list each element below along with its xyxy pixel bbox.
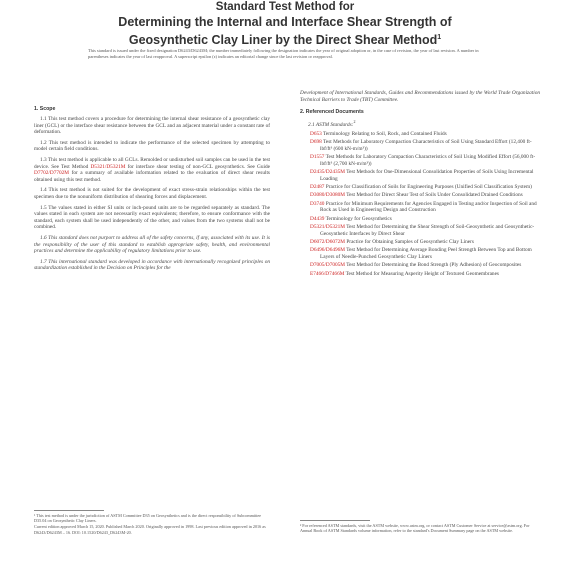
- reference-code-link[interactable]: D698: [310, 138, 322, 145]
- scope-1-7: 1.7 This international standard was developed in accordance with internationally recognized principles on standardization established in the Decision on Principles for the: [34, 258, 270, 272]
- title-footnote-mark: 1: [437, 34, 442, 41]
- reference-item: [310, 247, 540, 260]
- scope-heading: 1. Scope: [34, 106, 56, 112]
- astm-standards-subhead: [308, 119, 540, 128]
- reference-title: Test Methods for One-Dimensional Consolidation Properties of Soils Using Incremental Loading: [320, 168, 534, 182]
- reference-code-link[interactable]: D6496/D6496M: [310, 247, 346, 254]
- scope-1-6: 1.6 This standard does not purport to address all of the safety concerns, if any, associated with its use. It is the responsibility of the user of this standard to establish appropriate safety, health, and environmental practices and determine the applicability of regulatory limitations prior to use.: [34, 234, 270, 255]
- scope-1-3: [34, 157, 270, 183]
- reference-code-link[interactable]: D653: [310, 130, 322, 137]
- footnote-2: ² For referenced ASTM standards, visit the ASTM website, www.astm.org, or contact ASTM Customer Service at service@astm.org. For Annual Book of ASTM Standards volume information, refer to the standard's Document Summary page on the ASTM website.: [300, 523, 530, 534]
- footnote-1: ¹ This test method is under the jurisdiction of ASTM Committee D35 on Geosynthetics and is the direct responsibility of Subcommittee D35.04 on Geosynthetic Clay Liners.: [34, 513, 262, 524]
- scope-1-5: 1.5 The values stated in either SI units or inch-pound units are to be regarded separately as standard. The values stated in each system are not necessarily exact equivalents; therefore, to ensure conformance with the standard, each system shall be used independently of the other, and values from the two systems shall not be combined.: [34, 204, 270, 231]
- scope-1-3-ref-d7702[interactable]: D7702/D7702M: [34, 170, 70, 177]
- referenced-documents-heading: 2. Referenced Documents: [300, 109, 364, 116]
- scope-1-4: 1.4 This test method is not suited for the development of exact stress-strain relationships within the test specimen due to the nonuniform distribution of shearing forces and displacement.: [34, 187, 270, 200]
- document-title: [0, 0, 570, 48]
- reference-item: [310, 139, 540, 152]
- reference-item: [310, 216, 540, 223]
- reference-code-link[interactable]: D3080/D3080M: [310, 192, 346, 199]
- left-footnote-rule: [34, 510, 104, 511]
- reference-item: [310, 192, 540, 199]
- reference-title: Test Method for Determining the Shear Strength of Soil-Geosynthetic and Geosynthetic-Geosynthetic Interfaces by Direct Shear: [320, 224, 535, 237]
- scope-1-3-part-b: for interface shear testing of non-GCL geosynthetics. See Guide: [125, 163, 270, 170]
- reference-code-link[interactable]: D7005/D7005M: [310, 262, 346, 269]
- left-column: [34, 100, 270, 276]
- reference-item: [310, 184, 540, 191]
- reference-title: Terminology Relating to Soil, Rock, and Contained Fluids: [321, 130, 447, 137]
- reference-code-link[interactable]: D2487: [310, 183, 325, 190]
- reference-code-link[interactable]: D2435/D2435M: [310, 168, 346, 175]
- reference-title: Test Methods for Laboratory Compaction Characteristics of Soil Using Modified Effort (56,000 ft-lbf/ft³ (2,700 kN-m/m³)): [320, 153, 536, 167]
- reference-code-link[interactable]: D1557: [310, 153, 325, 160]
- reference-code-link[interactable]: D3740: [310, 200, 325, 207]
- footnote-1-edition: Current edition approved March 15, 2020. Published March 2020. Originally approved in 1998. Last previous edition approved in 2016 as D6243/D6243M – 16. DOI: 10.1520/D6243_D6243M-20.: [34, 524, 266, 535]
- scope-1-3-ref-d5321[interactable]: D5321/D5321M: [90, 163, 126, 170]
- reference-title: Test Method for Direct Shear Test of Soils Under Consolidated Drained Conditions: [345, 192, 523, 199]
- designation-note: This standard is issued under the fixed designation D6243/D6243M; the number immediately following the designation indicates the year of original adoption or, in the case of revision, the year of last revision. A number in parentheses indicates the year of last reapproval. A superscript epsilon (ε) indicates an editorial change since the last revision or reapproval.: [88, 48, 479, 59]
- reference-title: Practice for Minimum Requirements for Agencies Engaged in Testing and/or Inspection of Soil and Rock as Used in Engineering Design and Construction: [320, 200, 537, 214]
- reference-title: Terminology for Geosynthetics: [324, 215, 392, 222]
- reference-item: [310, 262, 540, 269]
- reference-title: Test Method for Determining Average Bonding Peel Strength Between Top and Bottom Layers of Needle-Punched Geosynthetic Clay Liners: [320, 247, 532, 261]
- reference-title: Practice for Obtaining Samples of Geosynthetic Clay Liners: [345, 239, 474, 246]
- title-line-3-text: Geosynthetic Clay Liner by the Direct Shear Method: [128, 33, 438, 48]
- reference-title: Test Method for Measuring Asperity Height of Textured Geomembranes: [344, 270, 499, 277]
- reference-list: [300, 131, 540, 278]
- reference-title: Test Methods for Laboratory Compaction Characteristics of Soil Using Standard Effort (12,400 ft-lbf/ft³ (600 kN-m/m³)): [320, 138, 532, 152]
- reference-title: Practice for Classification of Soils for Engineering Purposes (Unified Soil Classification System): [324, 183, 532, 190]
- reference-item: [310, 239, 540, 246]
- reference-code-link[interactable]: D4439: [310, 215, 325, 222]
- right-footnote-rule: [300, 520, 370, 521]
- astm-standards-footnote-mark: 2: [353, 119, 356, 125]
- reference-item: [310, 201, 540, 214]
- right-column: [300, 90, 540, 279]
- reference-code-link[interactable]: D6072/D6072M: [310, 239, 346, 246]
- scope-continuation: Development of International Standards, Guides and Recommendations issued by the World Trade Organization Technical Barriers to Trade (TBT) Committee.: [300, 90, 540, 103]
- reference-item: [310, 271, 540, 278]
- scope-1-3-part-a: 1.3 This test method is applicable to all GCLs. Remolded or undisturbed soil samples can be used in the test device. See Test Method: [34, 156, 270, 170]
- reference-item: [310, 154, 540, 167]
- scope-1-1: 1.1 This test method covers a procedure for determining the internal shear resistance of a geosynthetic clay liner (GCL) or the interface shear resistance between the GCL and an adjacent material under a constant rate of deformation.: [34, 116, 270, 136]
- reference-item: [310, 224, 540, 237]
- scope-1-2: 1.2 This test method is intended to indicate the performance of the selected specimen by attempting to model certain field conditions.: [34, 139, 270, 153]
- left-footnote: [34, 513, 270, 535]
- reference-item: [310, 131, 540, 138]
- reference-code-link[interactable]: E7466/D7466M: [310, 270, 345, 277]
- title-line-3: [0, 30, 570, 48]
- astm-standards-subhead-text: 2.1 ASTM Standards:: [308, 121, 354, 128]
- scope-1-3-part-c: for a summary of available information related to the evaluation of direct shear results obtained using this test method.: [34, 170, 270, 183]
- reference-code-link[interactable]: D5321/D5321M: [310, 224, 346, 231]
- reference-title: Test Method for Determining the Bond Strength (Ply Adhesion) of Geocomposites: [345, 262, 522, 269]
- title-line-2: Determining the Internal and Interface Shear Strength of: [118, 15, 452, 29]
- title-line-1: Standard Test Method for: [215, 1, 355, 13]
- reference-item: [310, 169, 540, 182]
